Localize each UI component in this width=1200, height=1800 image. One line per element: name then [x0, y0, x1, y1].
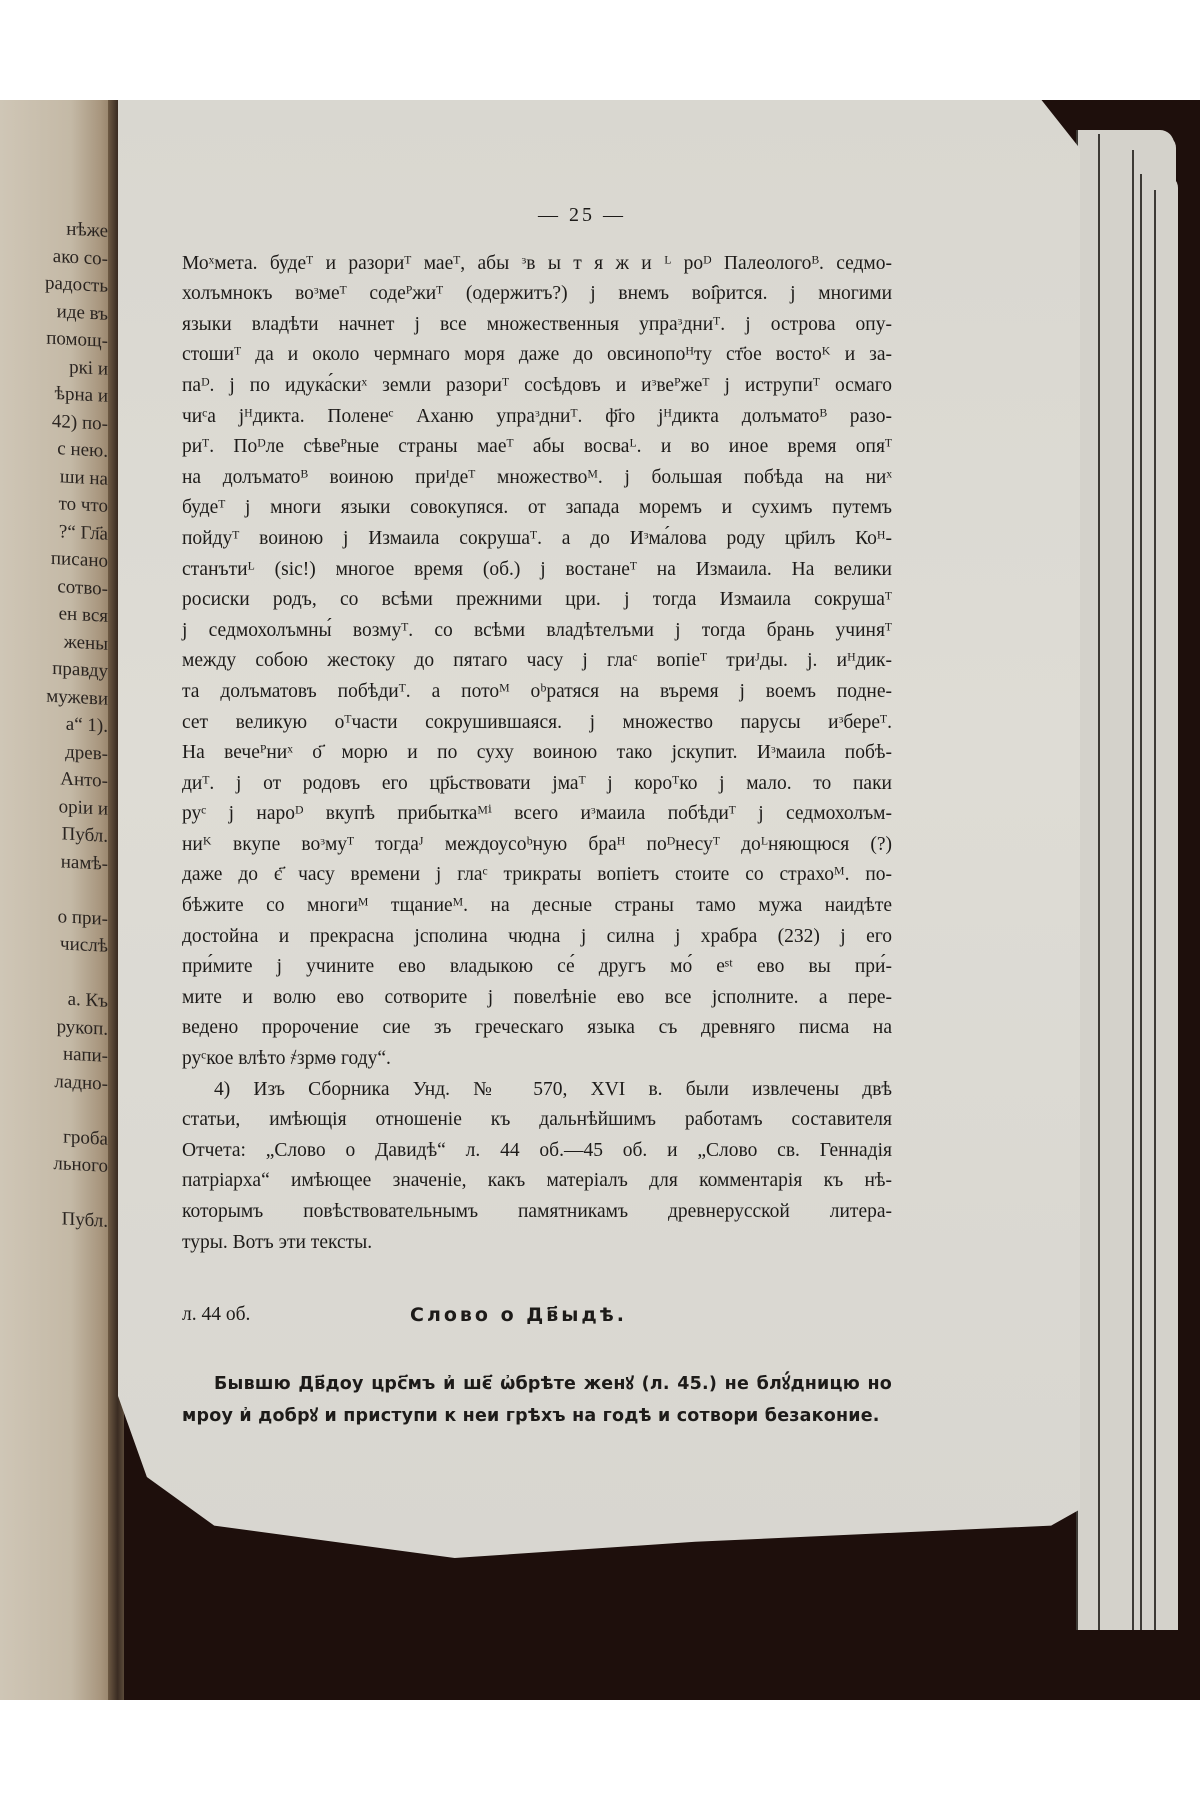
- left-page-line: с нею.: [57, 438, 108, 462]
- text-line: будеᵀ ј многи языки совокупяся. от запада моремъ и сухимъ путемъ: [182, 497, 892, 519]
- left-page-line: намѣ-: [60, 850, 108, 875]
- paragraph-4: [182, 1075, 892, 1259]
- left-page-line: напи-: [62, 1043, 108, 1067]
- left-page-line: оріи и: [58, 795, 108, 820]
- left-page-line: сотво-: [57, 575, 108, 600]
- left-page-line: то что: [58, 493, 108, 517]
- slavonic-line: мроу и҆ добрꙋ и приступи к неи грѣхъ на годѣ и сотвори безаконие.: [182, 1406, 880, 1427]
- left-page: [0, 100, 118, 1700]
- text-line: статьи, имѣющія отношеніе къ дальнѣйшимъ работамъ составителя: [182, 1109, 892, 1131]
- left-page-line: 42) по-: [51, 410, 108, 435]
- left-page-line: Публ.: [61, 823, 108, 847]
- left-page-line: Анто-: [60, 768, 108, 792]
- section-title: Слово о Дв҃ыдѣ.: [410, 1304, 627, 1327]
- left-page-line: числѣ: [60, 933, 108, 957]
- bottom-margin: [0, 1700, 1200, 1800]
- text-line: та долъматовъ побѣдиᵀ. а потоᴹ оᵇратяся на въремя ј воемъ подне-: [182, 680, 892, 702]
- text-line: Моˣмета. будеᵀ и разориᵀ маеᵀ, абы ᶟв ы т я ж и ᴸ роᴰ Палеологоᴮ. седмо-: [182, 252, 892, 274]
- text-line: росиски родъ, со всѣми прежними цри. ј тогда Измаила сокрушаᵀ: [182, 589, 892, 611]
- text-line: ведено пророчение сие зъ греческаго языка съ древняго писма на: [182, 1017, 892, 1039]
- text-line: стошиᵀ да и около чермнаго моря даже до овсинопоᴴту ст҃ое востоᴷ и за-: [182, 344, 892, 366]
- left-page-line: ши на: [59, 465, 108, 490]
- top-margin: [0, 0, 1200, 100]
- left-page-line: ако со-: [52, 245, 108, 270]
- page-edge: [1154, 190, 1178, 1630]
- text-line: даже до є҃ часу времени ј глаᶜ трикраты вопіетъ стоите со страхоᴹ. по-: [182, 864, 892, 886]
- text-line: пойдуᵀ воиною ј Измаила сокрушаᵀ. а до Иᶟма́лова роду цр҃илъ Коᴴ-: [182, 527, 892, 549]
- text-line: при́мите ј учините ево владыкою се́ другъ мо́ еˢᵗ ево вы при́-: [182, 956, 892, 978]
- left-page-line: мужеви: [46, 685, 108, 710]
- left-page-line: ѣрна и: [54, 383, 108, 407]
- left-page-line: жены: [63, 631, 108, 655]
- left-page-line: ркі и: [69, 356, 108, 380]
- text-line: на долъматоᴮ воиною приᴵдеᵀ множествоᴹ. ј большая побѣда на ниˣ: [182, 466, 892, 488]
- left-page-line: ен вся: [58, 603, 108, 627]
- text-line: станътиᴸ (sic!) многое время (об.) ј востанеᵀ на Измаила. На велики: [182, 558, 892, 580]
- text-line: Отчета: „Слово о Давидѣ“ л. 44 об.—45 об. и „Слово св. Геннадія: [182, 1139, 892, 1161]
- left-page-line: Публ.: [61, 1208, 108, 1232]
- text-line: руᶜ ј нароᴰ вкупѣ прибыткаᴹⁱ всего иᶟмаила побѣдиᵀ ј седмохолъм-: [182, 803, 892, 825]
- text-line: На вечеᴾниˣ о҃ морю и по суху воиною тако јскупит. Иᶟмаила побѣ-: [182, 742, 892, 764]
- left-page-line: а“ 1).: [65, 713, 108, 737]
- slavonic-line: Бывшю Дв҃доу црс҃мъ и҆ шє҃ ѡ҆брѣте женꙋ (л. 45.) не блꙋ́дницю но: [214, 1374, 892, 1395]
- left-page-line: нѣже: [66, 218, 108, 242]
- left-page-line: писано: [50, 547, 108, 572]
- text-line: мите и волю ево сотворите ј повелѣніе ево все јсполните. а пере-: [182, 986, 892, 1008]
- text-line: сет великую оᵀчасти сокрушившаяся. ј множество парусы иᶟбереᵀ.: [182, 711, 892, 733]
- left-page-line: гроба: [63, 1125, 108, 1150]
- text-line: достойна и прекрасна јсполина чюдна ј силна ј храбра (232) ј его: [182, 925, 892, 947]
- left-page-line: радость: [45, 272, 108, 297]
- page-number: — 25 —: [538, 204, 626, 226]
- left-page-line: правду: [52, 657, 108, 682]
- text-line: которымъ повѣствовательнымъ памятникамъ древнерусской литера-: [182, 1201, 892, 1222]
- text-line: патріарха“ имѣющее значеніе, какъ матеріалъ для комментарія къ нѣ-: [182, 1170, 892, 1192]
- text-line: языки владѣти начнет ј все множественныя упраᶟдниᵀ. ј острова опу-: [182, 313, 892, 335]
- left-page-line: о при-: [57, 905, 108, 930]
- left-page-line: ладно-: [54, 1070, 108, 1095]
- text-line: руᶜкое влѣто ҂зрмѳ году“.: [182, 1048, 391, 1070]
- text-line: 4) Изъ Сборника Унд. № 570, XVI в. были извлечены двѣ: [214, 1078, 892, 1100]
- text-line: ј седмохолъмны́ возмуᵀ. со всѣми владѣтелъми ј тогда брань учиняᵀ: [182, 619, 892, 641]
- text-line: паᴰ. ј по идука́скиˣ земли разориᵀ сосѣдовъ и иᶟвеᴾжеᵀ ј иструпиᵀ осмаго: [182, 374, 892, 396]
- text-line: диᵀ. ј от родовъ его цр҃ьствовати јмаᵀ ј короᵀко ј мало. то паки: [182, 772, 892, 794]
- left-page-text: [0, 212, 108, 1235]
- section-heading: [182, 1300, 892, 1340]
- text-line: риᵀ. Поᴰле сѣвеᴾные страны маеᵀ абы восваᴸ. и во иное время опяᵀ: [182, 436, 892, 458]
- left-page-line: льного: [53, 1152, 108, 1177]
- left-page-line: а. Къ: [67, 988, 108, 1012]
- page-content: [182, 200, 892, 1432]
- text-line: ниᴷ вкупе воᶟмуᵀ тогдаᴶ междоусоᵇную браᴴ поᴰнесуᵀ доᴸняющюся (?): [182, 833, 892, 855]
- left-page-line: иде въ: [56, 300, 108, 325]
- text-line: холъмнокъ воᶟмеᵀ содеᴾжиᵀ (одержитъ?) ј внемъ воі̑рится. ј многими: [182, 283, 892, 305]
- text-line: бѣжите со многиᴹ тщаниеᴹ. на десные страны тамо мужа наидѣте: [182, 895, 892, 917]
- text-line: чиᶜa јᴴдикта. Поленеᶜ Аханю упраᶟдниᵀ. ф҃го јᴴдикта долъматоᴮ разо-: [182, 405, 892, 427]
- text-line: между собою жестоку до пятаго часу ј глаᶜ вопіеᵀ триᴶды. ј. иᴴдик-: [182, 650, 892, 672]
- left-page-line: древ-: [65, 741, 108, 765]
- left-page-line: рукоп.: [56, 1015, 108, 1040]
- text-line: туры. Вотъ эти тексты.: [182, 1231, 373, 1253]
- left-page-line: ?“ Гл҃а: [58, 520, 108, 545]
- left-page-line: помощ-: [46, 327, 108, 352]
- book-photograph: [0, 100, 1200, 1700]
- quoted-prophecy-paragraph: [182, 249, 892, 1075]
- folio-reference: л. 44 об.: [182, 1304, 251, 1326]
- page-stack-edges: [1076, 130, 1186, 1630]
- church-slavonic-text: [182, 1368, 892, 1432]
